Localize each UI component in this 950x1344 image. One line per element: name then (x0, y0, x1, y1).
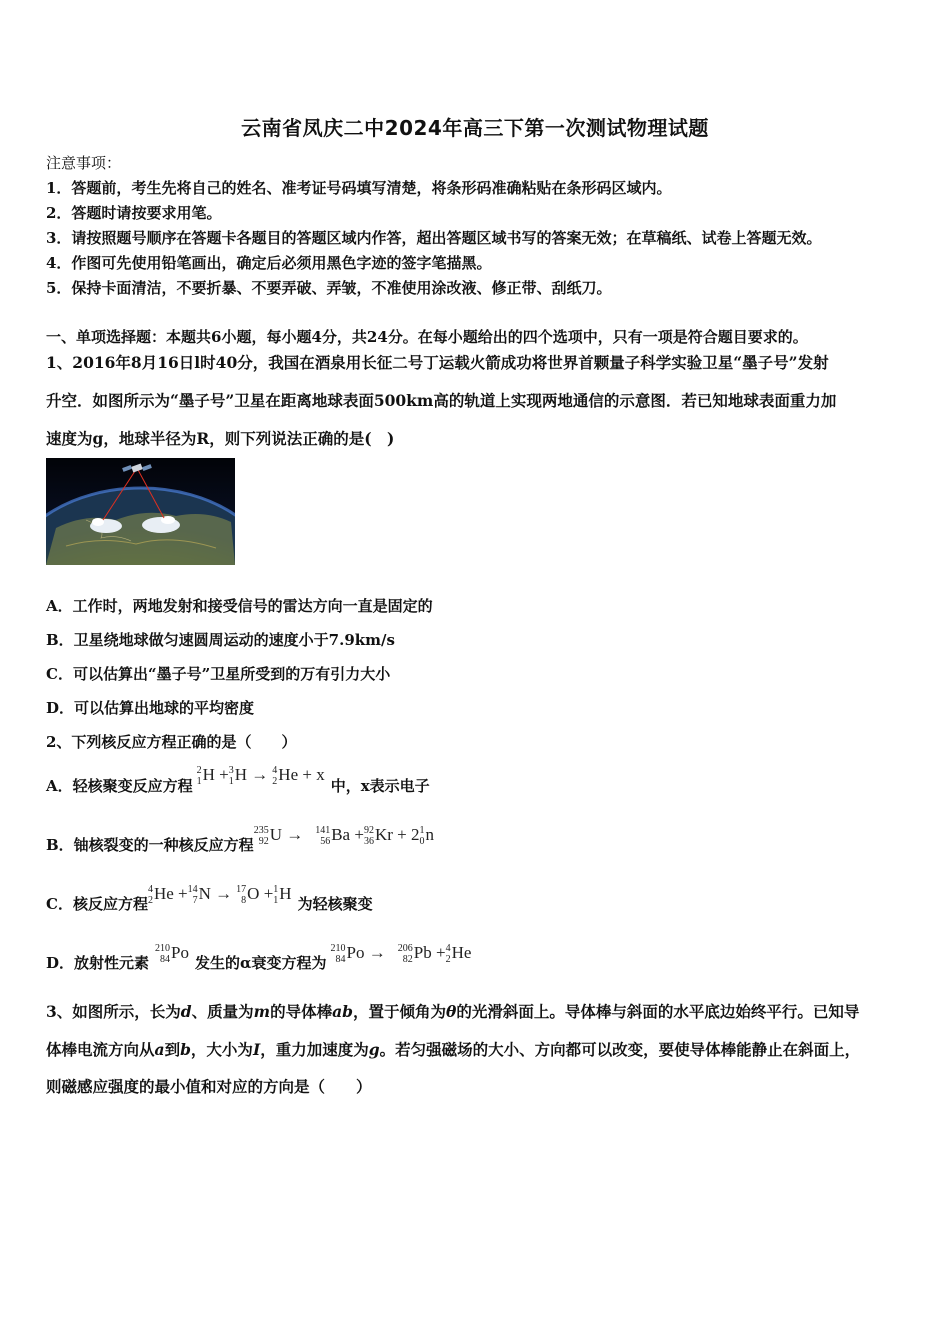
q3-line-2: 体棒电流方向从a到b，大小为I，重力加速度为g。若匀强磁场的大小、方向都可以改变，要使导体棒能静止在斜面上， (46, 1040, 861, 1059)
q1-line-3: 速度为g，地球半径为R，则下列说法正确的是( ) (46, 429, 395, 448)
q2-option-d-mid: 发生的α衰变方程为 (194, 953, 327, 972)
notice-item-1: 1．答题前，考生先将自己的姓名、准考证号码填写清楚，将条形码准确粘贴在条形码区域内。 (46, 179, 672, 197)
q3-line-3: 则磁感应强度的最小值和对应的方向是（ ） (46, 1077, 372, 1096)
notice-item-3: 3．请按照题号顺序在答题卡各题目的答题区域内作答，超出答题区域书写的答案无效；在草稿纸、试卷上答题无效。 (46, 229, 822, 247)
q1-line-2: 升空．如图所示为“墨子号”卫星在距离地球表面500km高的轨道上实现两地通信的示意图．若已知地球表面重力加 (46, 391, 837, 410)
equation-c: 4 2 He + 14 7 N → 17 8 O + 1 1 H (147, 883, 292, 907)
q2-stem: 2、下列核反应方程正确的是（ ） (46, 733, 297, 751)
q2-option-a-suffix: 中，x表示电子 (330, 776, 430, 795)
q2-option-c-label: C．核反应方程 (46, 894, 148, 913)
nuclide-po: 210 84 Po (155, 942, 189, 966)
equation-b: 235 92 U → 141 56 Ba + 92 36 Kr + 2 1 0 n (253, 824, 434, 848)
q2-option-a-label: A．轻核聚变反应方程 (46, 776, 193, 795)
q3-line-1: 3、如图所示，长为d、质量为m的导体棒ab，置于倾角为θ的光滑斜面上。导体棒与斜面的水平底边始终平行。已知导 (46, 1002, 860, 1021)
equation-a: 2 1 H + 3 1 H → 4 2 He + x (196, 764, 325, 788)
q2-option-d (46, 938, 471, 974)
q1-option-a: A．工作时，两地发射和接受信号的雷达方向一直是固定的 (46, 597, 433, 615)
notice-heading: 注意事项： (46, 154, 122, 172)
satellite-figure (46, 458, 235, 565)
page-title: 云南省凤庆二中2024年高三下第一次测试物理试题 (241, 116, 709, 140)
q2-option-d-label: D．放射性元素 (46, 953, 150, 972)
section-heading: 一、单项选择题：本题共6小题，每小题4分，共24分。在每小题给出的四个选项中，只有一项是符合题目要求的。 (46, 328, 808, 346)
q2-option-b-label: B．铀核裂变的一种核反应方程 (46, 835, 254, 854)
equation-d: 210 84 Po → 206 82 Pb + 4 2 He (330, 942, 472, 966)
notice-item-2: 2．答题时请按要求用笔。 (46, 204, 222, 222)
notice-item-4: 4．作图可先使用铅笔画出，确定后必须用黑色字迹的签字笔描黑。 (46, 254, 492, 272)
q1-option-d: D．可以估算出地球的平均密度 (46, 699, 255, 717)
q2-option-c (46, 879, 373, 915)
q2-option-b (46, 820, 434, 856)
q1-line-1: 1、2016年8月16日l时40分，我国在酒泉用长征二号丁运载火箭成功将世界首颗量子科学实验卫星“墨子号”发射 (46, 353, 829, 372)
q1-option-c: C．可以估算出“墨子号”卫星所受到的万有引力大小 (46, 665, 391, 683)
q2-option-c-suffix: 为轻核聚变 (297, 894, 373, 913)
q2-option-a (46, 762, 430, 798)
notice-item-5: 5．保持卡面清洁，不要折暴、不要弄破、弄皱，不准使用涂改液、修正带、刮纸刀。 (46, 279, 612, 297)
q1-option-b: B．卫星绕地球做匀速圆周运动的速度小于7.9km/s (46, 631, 395, 649)
